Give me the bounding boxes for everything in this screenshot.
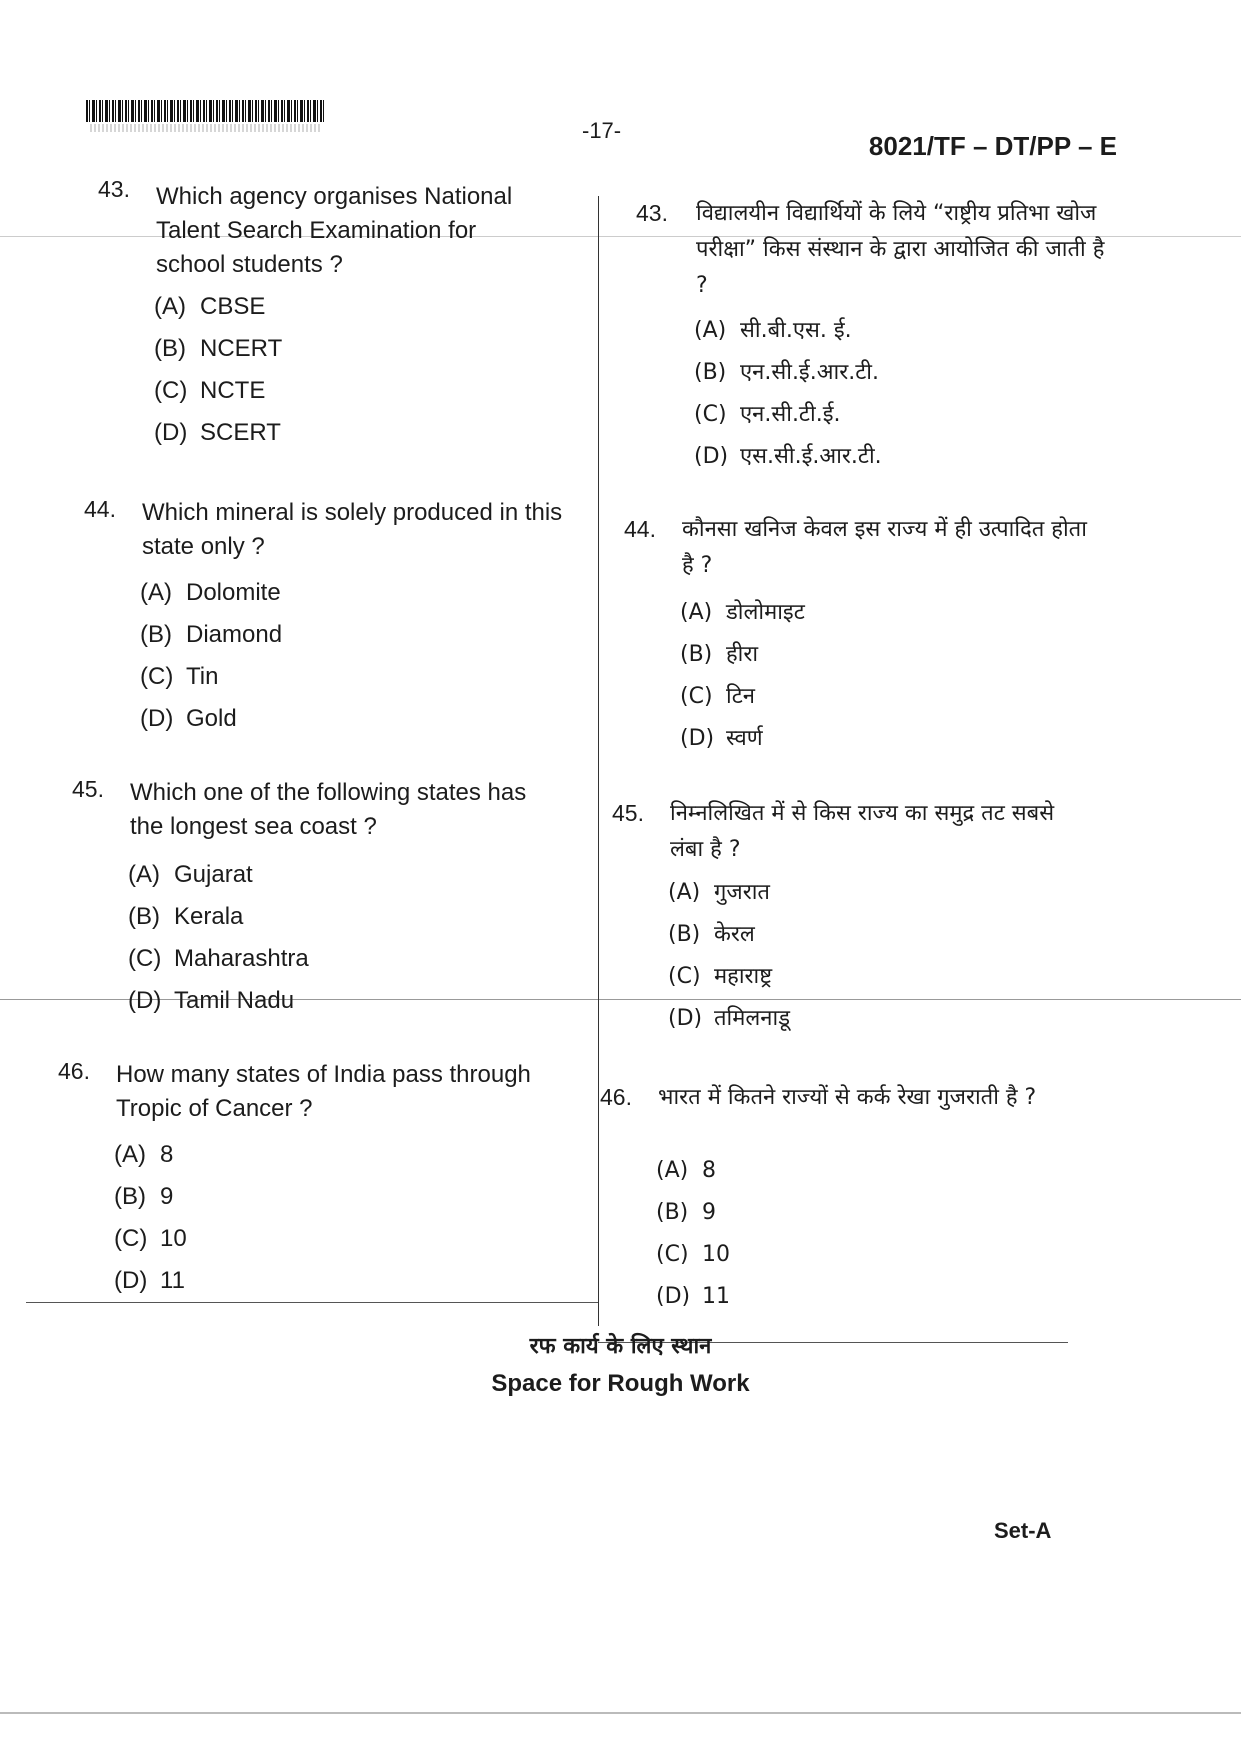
option-b: (B) Kerala <box>128 903 244 930</box>
option-d: (D) स्वर्ण <box>680 726 763 751</box>
option-a: (A) Gujarat <box>128 861 253 888</box>
options-list <box>128 854 309 1022</box>
question-number: 43. <box>636 200 668 226</box>
column-bottom-rule-left <box>26 1302 598 1303</box>
option-c: (C) NCTE <box>154 377 266 404</box>
option-b: (B) 9 <box>114 1183 174 1210</box>
option-a: (A) CBSE <box>154 293 266 320</box>
option-b: (B) केरल <box>668 922 755 947</box>
options-list <box>656 1150 730 1318</box>
option-d: (D) Gold <box>140 705 237 732</box>
option-a: (A) सी.बी.एस. ई. <box>694 318 852 343</box>
question-text: भारत में कितने राज्यों से कर्क रेखा गुजराती है ? <box>658 1085 1037 1110</box>
option-a: (A) 8 <box>656 1158 716 1183</box>
option-d: (D) SCERT <box>154 419 281 446</box>
option-c: (C) टिन <box>680 684 755 709</box>
set-label: Set-A <box>994 1518 1052 1543</box>
options-list <box>154 286 282 454</box>
question-number: 44. <box>84 496 116 522</box>
option-a: (A) डोलोमाइट <box>680 600 805 625</box>
option-a: (A) 8 <box>114 1141 174 1168</box>
options-list <box>694 310 882 478</box>
question-number: 45. <box>612 800 644 826</box>
column-divider <box>598 196 599 1326</box>
option-c: (C) 10 <box>114 1225 187 1252</box>
option-d: (D) 11 <box>656 1284 730 1309</box>
option-d: (D) Tamil Nadu <box>128 987 295 1014</box>
option-b: (B) Diamond <box>140 621 283 648</box>
option-a: (A) Dolomite <box>140 579 281 606</box>
question-text: कौनसा खनिज केवल इस राज्य में ही उत्पादित होता है ? <box>682 517 1087 578</box>
question-text: निम्नलिखित में से किस राज्य का समुद्र तट सबसे लंबा है ? <box>670 801 1055 862</box>
option-d: (D) तमिलनाडू <box>668 1006 790 1031</box>
barcode <box>86 100 326 122</box>
question-number: 44. <box>624 516 656 542</box>
question-text: Which one of the following states has the longest sea coast ? <box>130 779 527 840</box>
rough-work-heading: Space for Rough Work <box>491 1370 750 1397</box>
question-text: Which agency organises National Talent Search Examination for school students ? <box>156 183 513 278</box>
option-b: (B) एन.सी.ई.आर.टी. <box>694 360 879 385</box>
question-text: विद्यालयीन विद्यार्थियों के लिये “राष्ट्रीय प्रतिभा खोज परीक्षा” किस संस्थान के द्वारा आयोजित की जाती है ? <box>696 201 1105 298</box>
paper-code: 8021/TF – DT/PP – E <box>868 131 1117 161</box>
option-c: (C) एन.सी.टी.ई. <box>694 402 841 427</box>
options-list <box>140 572 282 740</box>
options-list <box>680 592 805 760</box>
option-d: (D) एस.सी.ई.आर.टी. <box>694 444 882 469</box>
barcode-shadow <box>90 124 322 132</box>
option-c: (C) महाराष्ट्र <box>668 964 773 989</box>
option-d: (D) 11 <box>114 1267 185 1294</box>
option-b: (B) हीरा <box>680 642 759 667</box>
options-list <box>114 1134 187 1302</box>
option-a: (A) गुजरात <box>668 880 770 905</box>
scan-rule-bottom <box>0 1712 1241 1714</box>
option-c: (C) Tin <box>140 663 219 690</box>
option-b: (B) NCERT <box>154 335 283 362</box>
question-text: How many states of India pass through Tropic of Cancer ? <box>116 1061 531 1122</box>
question-number: 46. <box>600 1084 632 1110</box>
question-number: 43. <box>98 176 130 202</box>
question-number: 45. <box>72 776 104 802</box>
page-number: -17- <box>582 118 622 143</box>
rough-work-heading-hindi: रफ कार्य के लिए स्थान <box>529 1334 712 1359</box>
question-text: Which mineral is solely produced in this state only ? <box>142 499 563 560</box>
option-c: (C) Maharashtra <box>128 945 309 972</box>
option-b: (B) 9 <box>656 1200 716 1225</box>
options-list <box>668 872 790 1040</box>
option-c: (C) 10 <box>656 1242 730 1267</box>
question-number: 46. <box>58 1058 90 1084</box>
